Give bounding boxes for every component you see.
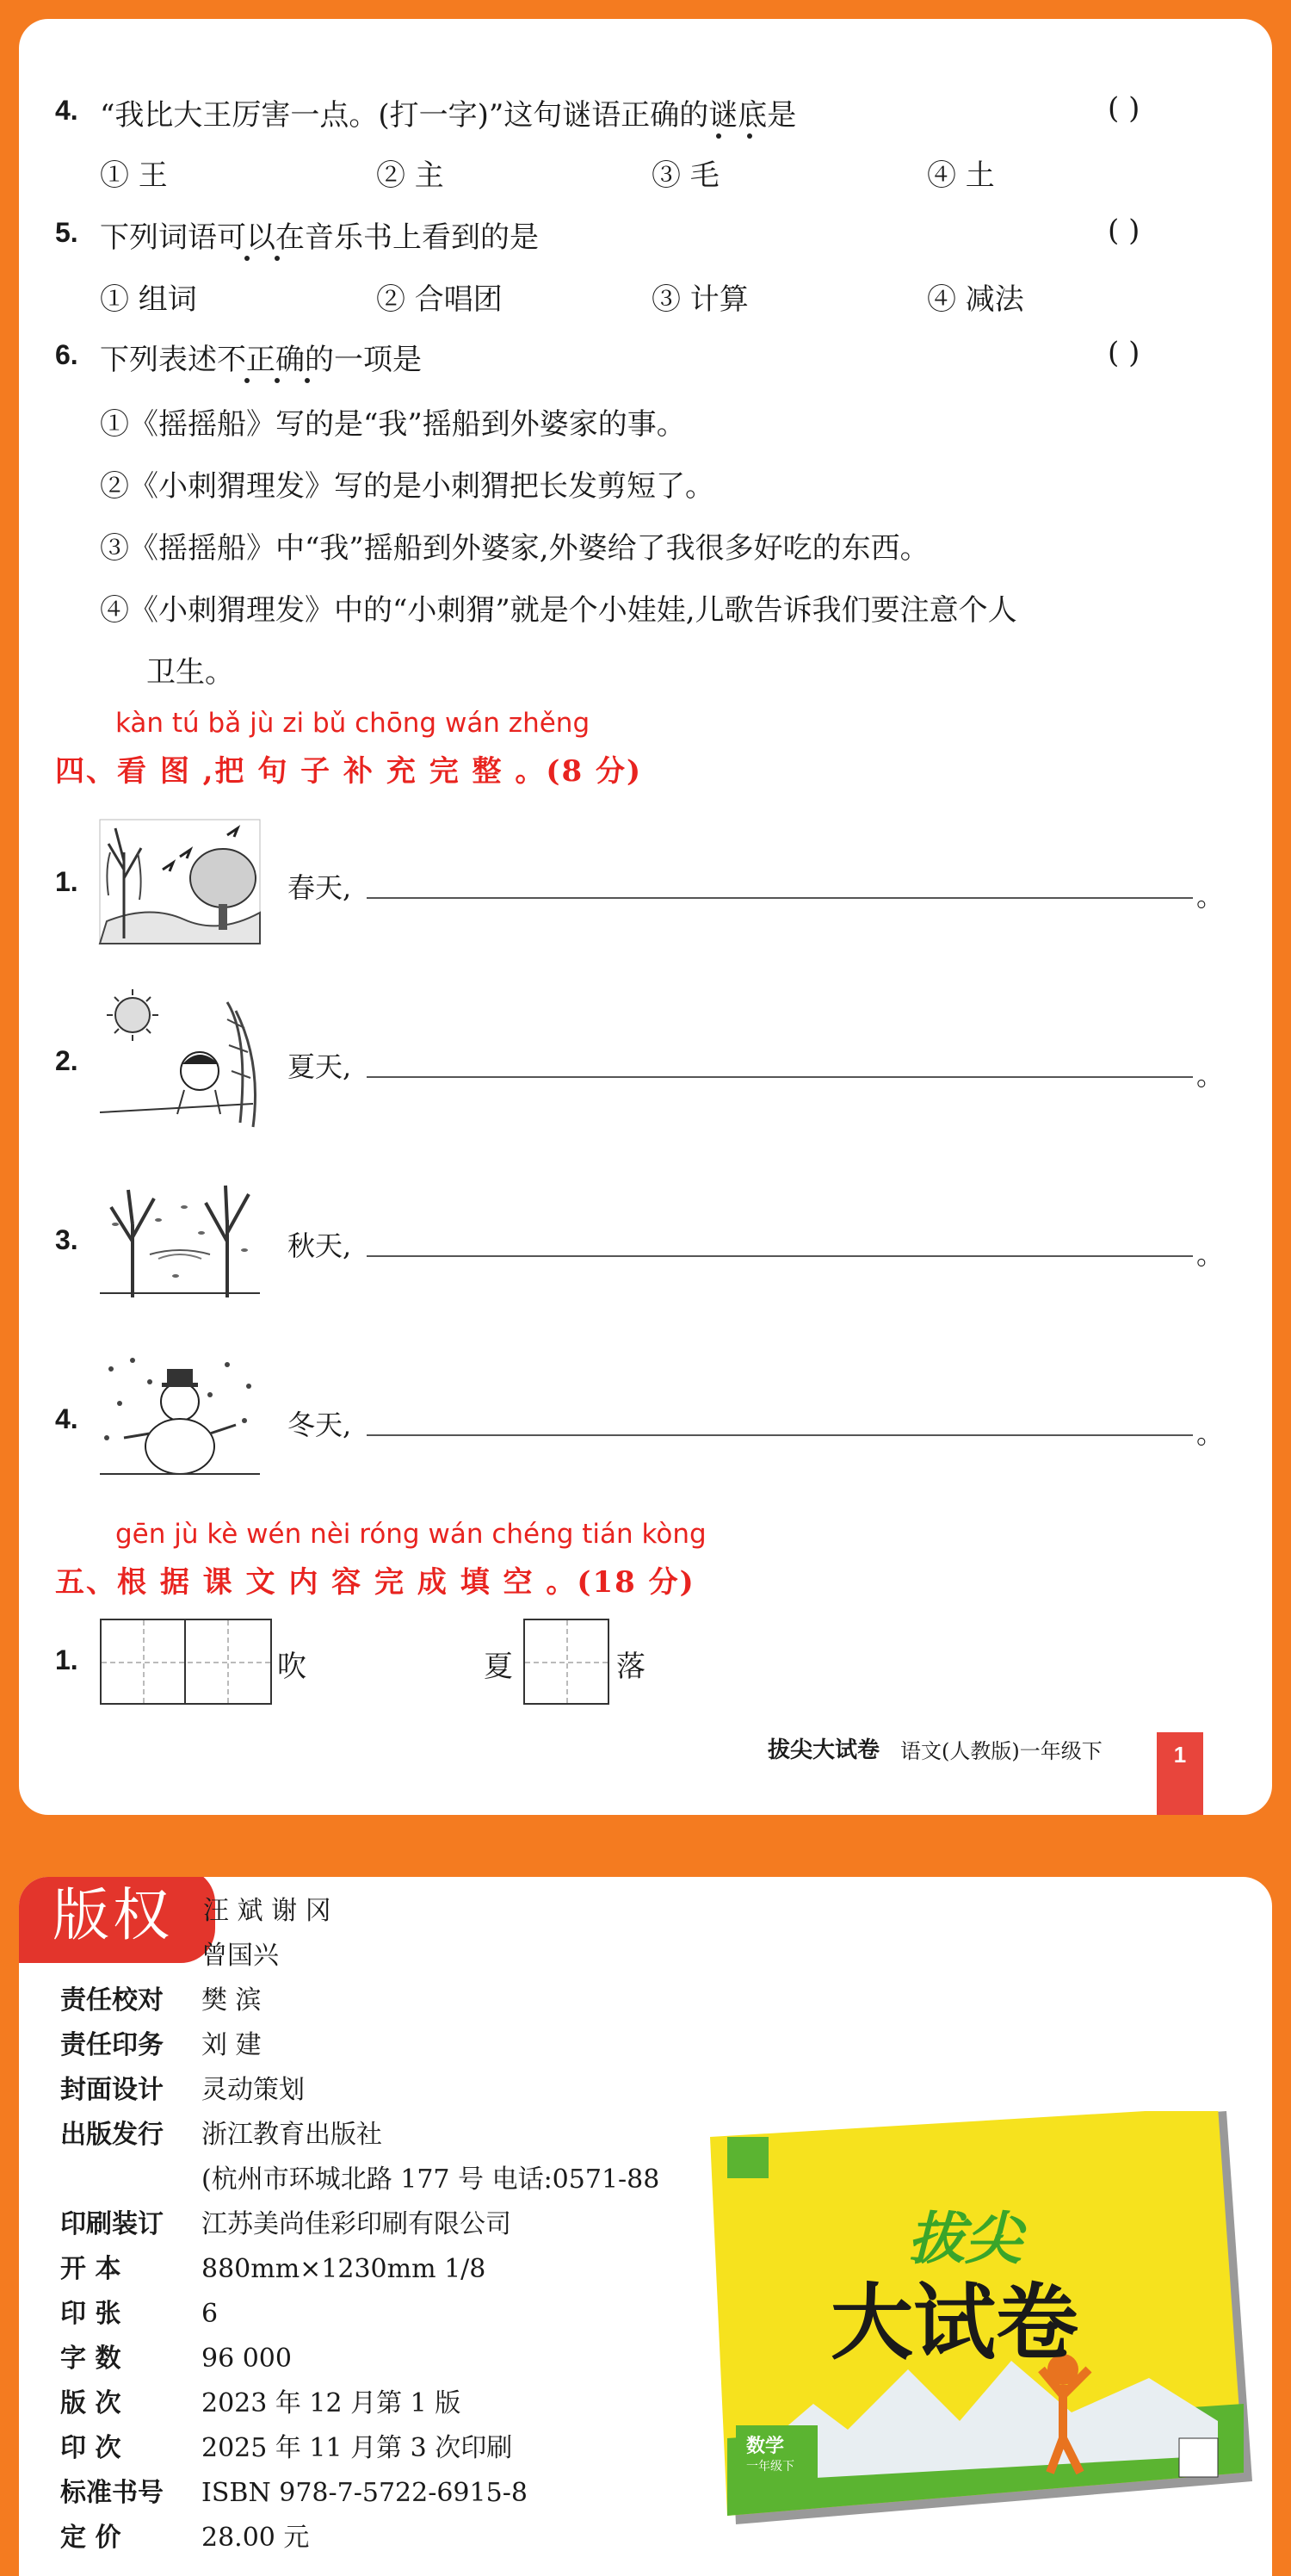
book-title: 大试卷 (831, 2275, 1078, 2371)
copyright-row: 开 本 880mm×1230mm 1/8 (60, 2254, 486, 2284)
sec5-title: 五、根 据 课 文 内 容 完 成 填 空 。(18 分) (55, 1565, 695, 1600)
book-brand: 拔尖 (908, 2206, 1022, 2272)
book-cover-icon (701, 2111, 1269, 2542)
pic1-season: 春天, (287, 871, 352, 904)
q6-text: 下列表述不正确的一项是 (100, 343, 422, 377)
q6-item-1: ①《摇摇船》写的是“我”摇船到外婆家的事。 (100, 407, 686, 442)
footer-subtitle: 语文(人教版)一年级下 (900, 1739, 1103, 1763)
answer-line[interactable] (367, 1255, 1193, 1257)
q6-item-3: ③《摇摇船》中“我”摇船到外婆家,外婆给了我很多好吃的东西。 (100, 531, 930, 566)
page-number: 1 (1157, 1732, 1203, 1815)
sec4-title: 四、看 图 ,把 句 子 补 充 完 整 。(8 分) (55, 754, 643, 789)
pic3-season: 秋天, (287, 1229, 352, 1262)
q4-text: “我比大王厉害一点。(打一字)”这句谜语正确的谜底是 (100, 98, 797, 133)
copyright-row: 出版发行 浙江教育出版社 (60, 2120, 382, 2150)
fill-number: 1. (55, 1644, 78, 1675)
emphasis-dot (244, 378, 250, 383)
copyright-row: 印刷装订 江苏美尚佳彩印刷有限公司 (60, 2209, 511, 2239)
copyright-row: 汪 斌 谢 冈 (203, 1896, 331, 1926)
pic2-season: 夏天, (287, 1050, 352, 1083)
pic4-number: 4. (55, 1403, 78, 1434)
pic4-period: 。 (1196, 1417, 1225, 1450)
q5-option-3: ③ 计算 (652, 282, 749, 317)
q5-number: 5. (55, 217, 78, 248)
copyright-row: (杭州市环城北路 177 号 电话:0571-88 (201, 2164, 660, 2195)
exam-page (19, 19, 1272, 1815)
q6-item-4: ④《小刺猬理发》中的“小刺猬”就是个小娃娃,儿歌告诉我们要注意个人 (100, 593, 1017, 628)
copyright-page (19, 1877, 1272, 2576)
q6-item-4-cont: 卫生。 (146, 655, 234, 690)
copyright-row: 责任印务 刘 建 (60, 2030, 262, 2060)
pic3-number: 3. (55, 1224, 78, 1255)
book-subject: 数学 (746, 2436, 785, 2457)
sec4-pinyin: kàn tú bǎ jù zi bǔ chōng wán zhěng (115, 708, 590, 739)
q6-item-2: ②《小刺猬理发》写的是小刺猬把长发剪短了。 (100, 469, 714, 504)
copyright-row: 字 数 96 000 (60, 2344, 292, 2374)
q4-option-2: ② 主 (376, 158, 444, 193)
q4-number: 4. (55, 95, 78, 126)
answer-line[interactable] (367, 897, 1193, 899)
footer-brand: 拔尖大试卷 (768, 1737, 880, 1762)
emphasis-dot (244, 256, 250, 261)
q5-option-1: ① 组词 (100, 282, 197, 317)
q4-option-1: ① 王 (100, 158, 168, 193)
pic2-period: 。 (1196, 1059, 1225, 1092)
copyright-row: 版 次 2023 年 12 月第 1 版 (60, 2388, 461, 2418)
book-grade: 一年级下 (746, 2460, 794, 2474)
q5-option-2: ② 合唱团 (376, 282, 503, 317)
winter-snowman-icon (98, 1352, 262, 1481)
tianzige-box[interactable] (523, 1619, 609, 1705)
autumn-scene-icon (98, 1173, 262, 1302)
q5-option-4: ④ 减法 (927, 282, 1024, 317)
q4-option-4: ④ 土 (927, 158, 995, 193)
copyright-row: 封面设计 灵动策划 (60, 2075, 305, 2105)
q5-answer-paren: ( ) (1108, 214, 1140, 248)
spring-scene-icon (98, 818, 262, 945)
copyright-row: 标准书号 ISBN 978-7-5722-6915-8 (60, 2478, 528, 2508)
q4-answer-paren: ( ) (1108, 91, 1140, 126)
pic3-period: 。 (1196, 1238, 1225, 1271)
copyright-row: 印 张 6 (60, 2299, 219, 2329)
pic1-number: 1. (55, 866, 78, 897)
answer-line[interactable] (367, 1434, 1193, 1436)
q6-number: 6. (55, 339, 78, 370)
emphasis-dot (275, 256, 280, 261)
tianzige-box[interactable] (100, 1619, 272, 1705)
q4-option-3: ③ 毛 (652, 158, 720, 193)
pic2-number: 2. (55, 1045, 78, 1076)
copyright-row: 曾国兴 (201, 1941, 279, 1971)
summer-scene-icon (98, 985, 262, 1131)
answer-line[interactable] (367, 1076, 1193, 1078)
copyright-row: 定 价 28.00 元 (60, 2523, 310, 2553)
emphasis-dot (275, 378, 280, 383)
copyright-row: 责任校对 樊 滨 (60, 1985, 262, 2016)
q6-answer-paren: ( ) (1108, 336, 1140, 370)
q5-text: 下列词语可以在音乐书上看到的是 (100, 220, 539, 255)
pic4-season: 冬天, (287, 1409, 352, 1441)
copyright-badge: 版权 (19, 1877, 215, 1963)
pic1-period: 。 (1196, 880, 1225, 913)
fill-word-1: 吹 (277, 1650, 306, 1684)
fill-word-2: 夏 (484, 1650, 513, 1684)
emphasis-dot (747, 133, 752, 139)
sec5-pinyin: gēn jù kè wén nèi róng wán chéng tián kòng (115, 1519, 707, 1550)
copyright-row: 印 次 2025 年 11 月第 3 次印刷 (60, 2433, 513, 2463)
emphasis-dot (305, 378, 310, 383)
fill-word-3: 落 (616, 1650, 646, 1684)
emphasis-dot (716, 133, 721, 139)
